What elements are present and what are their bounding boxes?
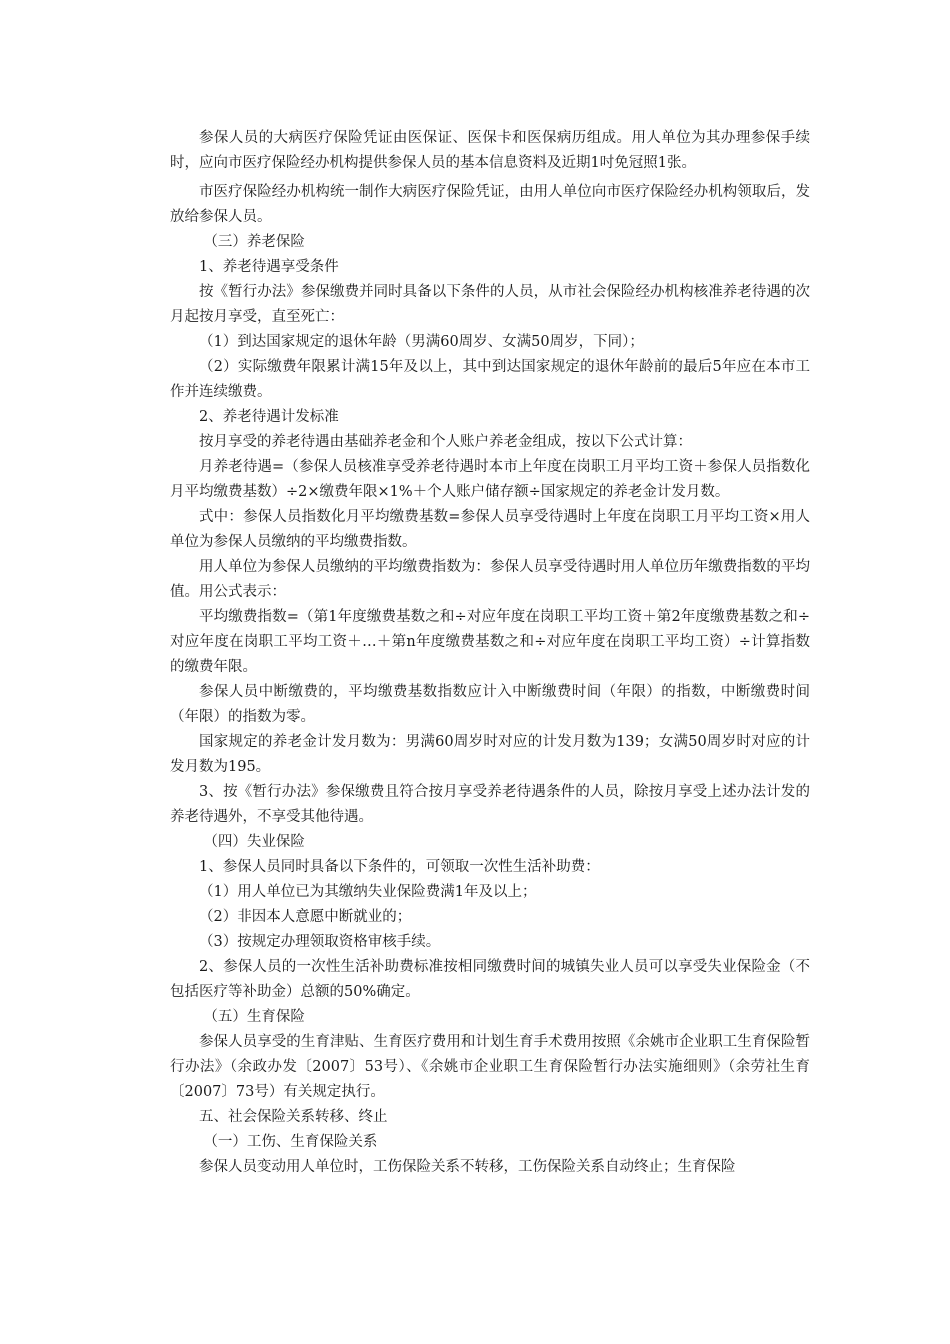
list-item-involuntary: （2）非因本人意愿中断就业的； (199, 909, 412, 925)
list-item-qualification-review: （3）按规定办理领取资格审核手续。 (199, 934, 441, 950)
subheading-injury-maternity-relations: （一）工伤、生育保险关系 (203, 1134, 378, 1150)
section-heading-pension: （三）养老保险 (203, 234, 305, 250)
section-heading-maternity: （五）生育保险 (203, 1009, 305, 1025)
paragraph-no-other-benefits: 3、按《暂行办法》参保缴费且符合按月享受养老待遇条件的人员，除按月享受上述办法计发的养老待遇外，不享受其他待遇。 (170, 784, 810, 825)
paragraph-subsidy-standard: 2、参保人员的一次性生活补助费标准按相同缴费时间的城镇失业人员可以享受失业保险金（不包括医疗等补助金）总额的50%确定。 (170, 959, 810, 1000)
paragraph-unemployment-conditions: 1、参保人员同时具备以下条件的，可领取一次性生活补助费： (199, 859, 600, 875)
paragraph-interrupted-contribution: 参保人员中断缴费的，平均缴费基数指数应计入中断缴费时间（年限）的指数，中断缴费时间（年限）的指数为零。 (170, 684, 810, 725)
paragraph-maternity-benefits: 参保人员享受的生育津贴、生育医疗费用和计划生育手术费用按照《余姚市企业职工生育保险暂行办法》（余政办发〔2007〕53号）、《余姚市企业职工生育保险暂行办法实施细则》（余劳社生育〔2007〕73号）有关规定执行。 (170, 1034, 810, 1100)
section-heading-transfer-termination: 五、社会保险关系转移、终止 (199, 1109, 388, 1125)
paragraph-indexed-base-definition: 式中：参保人员指数化月平均缴费基数=参保人员享受待遇时上年度在岗职工月平均工资×用人单位为参保人员缴纳的平均缴费指数。 (170, 509, 810, 550)
paragraph-payout-months: 国家规定的养老金计发月数为：男满60周岁时对应的计发月数为139；女满50周岁时对应的计发月数为195。 (170, 734, 810, 775)
list-item-one-year-paid: （1）用人单位已为其缴纳失业保险费满1年及以上； (199, 884, 537, 900)
subheading-pension-standard: 2、养老待遇计发标准 (199, 409, 339, 425)
document-body (170, 122, 810, 1180)
paragraph-medical-certificate: 参保人员的大病医疗保险凭证由医保证、医保卡和医保病历组成。用人单位为其办理参保手续时，应向市医疗保险经办机构提供参保人员的基本信息资料及近期1吋免冠照1张。 (170, 130, 810, 171)
paragraph-relation-transfer: 参保人员变动用人单位时，工伤保险关系不转移，工伤保险关系自动终止；生育保险 (199, 1159, 736, 1175)
list-item-contribution-years: （2）实际缴费年限累计满15年及以上，其中到达国家规定的退休年龄前的最后5年应在本市工作并连续缴费。 (170, 359, 810, 400)
paragraph-average-index-formula: 平均缴费指数=（第1年度缴费基数之和÷对应年度在岗职工平均工资＋第2年度缴费基数之和÷对应年度在岗职工平均工资＋…＋第n年度缴费基数之和÷对应年度在岗职工平均工资）÷计算指数的缴费年限。 (170, 609, 810, 675)
subheading-pension-conditions: 1、养老待遇享受条件 (199, 259, 339, 275)
section-heading-unemployment: （四）失业保险 (203, 834, 305, 850)
paragraph-pension-conditions: 按《暂行办法》参保缴费并同时具备以下条件的人员，从市社会保险经办机构核准养老待遇的次月起按月享受，直至死亡： (170, 284, 810, 325)
paragraph-monthly-pension-formula: 月养老待遇=（参保人员核准享受养老待遇时本市上年度在岗职工月平均工资＋参保人员指数化月平均缴费基数）÷2×缴费年限×1%＋个人账户储存额÷国家规定的养老金计发月数。 (170, 459, 810, 500)
paragraph-average-index-definition: 用人单位为参保人员缴纳的平均缴费指数为：参保人员享受待遇时用人单位历年缴费指数的平均值。用公式表示： (170, 559, 810, 600)
list-item-retirement-age: （1）到达国家规定的退休年龄（男满60周岁、女满50周岁，下同）； (199, 334, 644, 350)
paragraph-pension-composition: 按月享受的养老待遇由基础养老金和个人账户养老金组成，按以下公式计算： (199, 434, 692, 450)
paragraph-certificate-issuance: 市医疗保险经办机构统一制作大病医疗保险凭证，由用人单位向市医疗保险经办机构领取后，发放给参保人员。 (170, 184, 810, 225)
